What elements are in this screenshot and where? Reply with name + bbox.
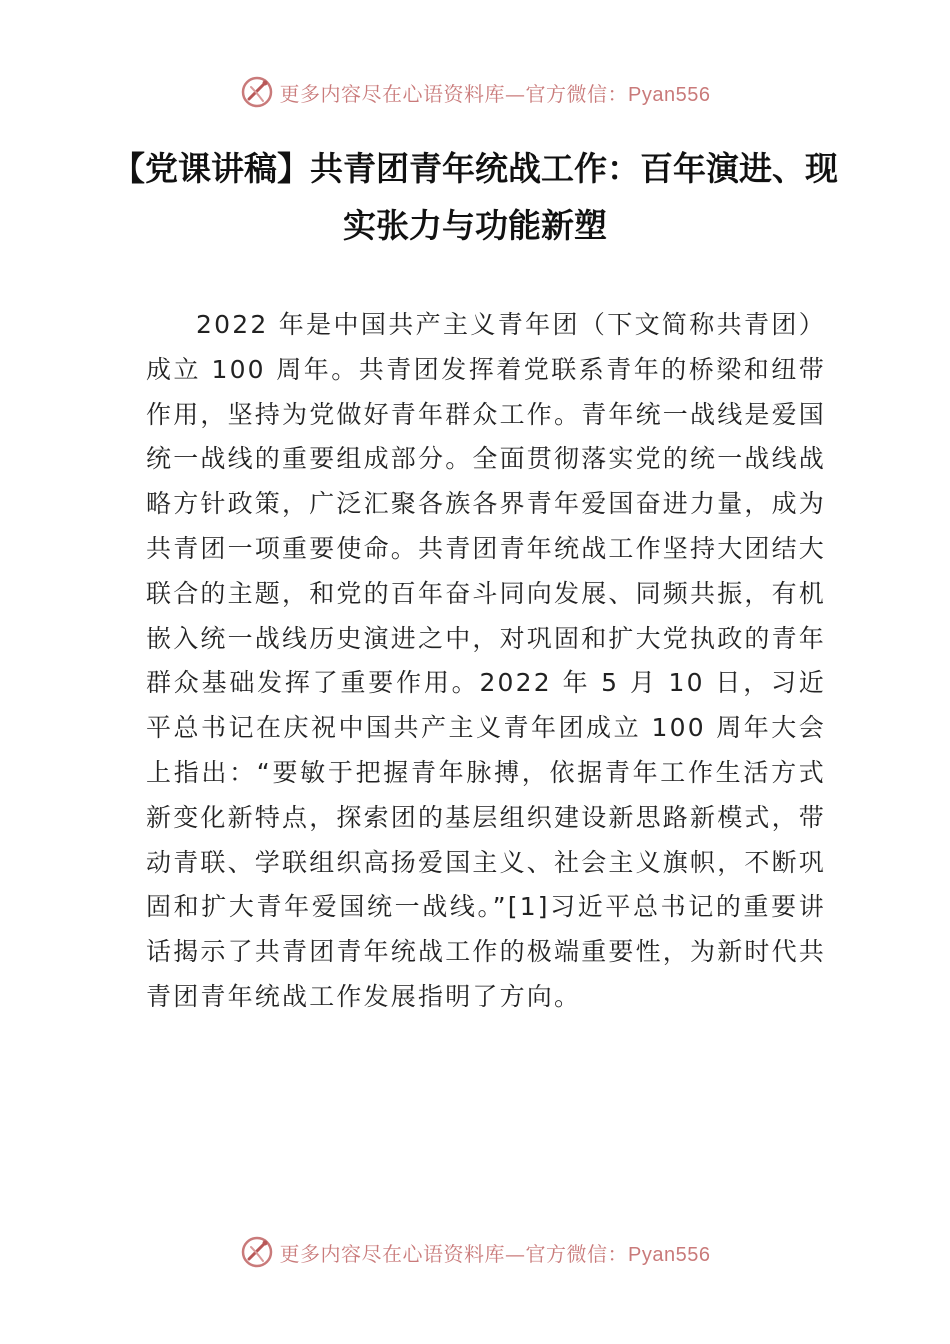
document-title: 【党课讲稿】共青团青年统战工作：百年演进、现实张力与功能新塑 [112, 149, 838, 245]
watermark-wechat-id: Pyan556 [628, 83, 711, 106]
watermark-text [280, 1238, 711, 1267]
watermark-label: 更多内容尽在心语资料库—官方微信： [279, 81, 629, 106]
watermark-label: 更多内容尽在心语资料库—官方微信： [279, 1241, 629, 1266]
watermark-text [280, 78, 711, 107]
brand-logo-icon [240, 75, 274, 109]
footer-watermark [0, 1232, 950, 1272]
paragraph-1: 2022 年是中国共产主义青年团（下文简称共青团）成立 100 周年。共青团发挥着党联系青年的桥梁和纽带作用，坚持为党做好青年群众工作。青年统一战线是爱国统一战线的重要组成部分。全面贯彻落实党的统一战线战略方针政策，广泛汇聚各族各界青年爱国奋进力量，成为共青团一项重要使命。共青团青年统战工作坚持大团结大联合的主题，和党的百年奋斗同向发展、同频共振，有机嵌入统一战线历史演进之中，对巩固和扩大党执政的青年群众基础发挥了重要作用。2022 年 5 月 10 日，习近平总书记在庆祝中国共产主义青年团成立 100 周年大会上指出：“要敏于把握青年脉搏，依据青年工作生活方式新变化新特点，探索团的基层组织建设新思路新模式，带动青联、学联组织高扬爱国主义、社会主义旗帜，不断巩固和扩大青年爱国统一战线。”[1]习近平总书记的重要讲话揭示了共青团青年统战工作的极端重要性，为新时代共青团青年统战工作发展指明了方向。 [146, 310, 827, 1011]
brand-logo-icon [240, 1235, 274, 1269]
header-watermark [0, 72, 950, 112]
watermark-wechat-id: Pyan556 [628, 1243, 711, 1266]
